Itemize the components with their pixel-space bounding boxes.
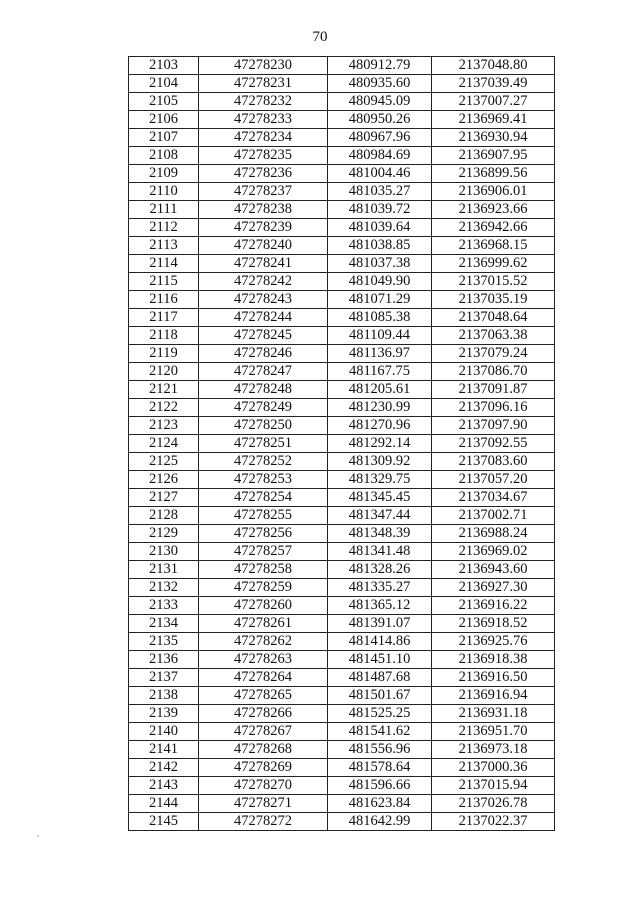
scan-speck [37, 835, 39, 837]
table-row [129, 309, 555, 327]
code-cell: 47278258 [199, 561, 328, 579]
y-coordinate-cell: 2137079.24 [432, 345, 555, 363]
table-row [129, 777, 555, 795]
point-number-cell: 2110 [129, 183, 199, 201]
x-coordinate-cell: 480984.69 [328, 147, 432, 165]
x-coordinate-cell: 481004.46 [328, 165, 432, 183]
y-coordinate-cell: 2136988.24 [432, 525, 555, 543]
y-coordinate-cell: 2136916.94 [432, 687, 555, 705]
table-row [129, 363, 555, 381]
table-row [129, 795, 555, 813]
y-coordinate-cell: 2137097.90 [432, 417, 555, 435]
y-coordinate-cell: 2136942.66 [432, 219, 555, 237]
x-coordinate-cell: 481071.29 [328, 291, 432, 309]
y-coordinate-cell: 2136923.66 [432, 201, 555, 219]
y-coordinate-cell: 2137026.78 [432, 795, 555, 813]
table-row [129, 489, 555, 507]
y-coordinate-cell: 2137002.71 [432, 507, 555, 525]
x-coordinate-cell: 481451.10 [328, 651, 432, 669]
x-coordinate-cell: 481556.96 [328, 741, 432, 759]
point-number-cell: 2103 [129, 57, 199, 75]
point-number-cell: 2117 [129, 309, 199, 327]
x-coordinate-cell: 481136.97 [328, 345, 432, 363]
y-coordinate-cell: 2136918.52 [432, 615, 555, 633]
y-coordinate-cell: 2137048.64 [432, 309, 555, 327]
point-number-cell: 2122 [129, 399, 199, 417]
y-coordinate-cell: 2136969.02 [432, 543, 555, 561]
code-cell: 47278232 [199, 93, 328, 111]
x-coordinate-cell: 481049.90 [328, 273, 432, 291]
table-row [129, 579, 555, 597]
x-coordinate-cell: 481414.86 [328, 633, 432, 651]
x-coordinate-cell: 481345.45 [328, 489, 432, 507]
y-coordinate-cell: 2137048.80 [432, 57, 555, 75]
code-cell: 47278266 [199, 705, 328, 723]
coordinates-table-body [129, 57, 555, 831]
y-coordinate-cell: 2137096.16 [432, 399, 555, 417]
point-number-cell: 2120 [129, 363, 199, 381]
y-coordinate-cell: 2137022.37 [432, 813, 555, 831]
page-number: 70 [312, 29, 328, 45]
x-coordinate-cell: 481109.44 [328, 327, 432, 345]
code-cell: 47278261 [199, 615, 328, 633]
y-coordinate-cell: 2137057.20 [432, 471, 555, 489]
x-coordinate-cell: 481035.27 [328, 183, 432, 201]
x-coordinate-cell: 481501.67 [328, 687, 432, 705]
y-coordinate-cell: 2136951.70 [432, 723, 555, 741]
x-coordinate-cell: 481347.44 [328, 507, 432, 525]
x-coordinate-cell: 481205.61 [328, 381, 432, 399]
table-row [129, 381, 555, 399]
code-cell: 47278272 [199, 813, 328, 831]
code-cell: 47278259 [199, 579, 328, 597]
table-row [129, 93, 555, 111]
code-cell: 47278252 [199, 453, 328, 471]
table-row [129, 129, 555, 147]
table-row [129, 561, 555, 579]
x-coordinate-cell: 481335.27 [328, 579, 432, 597]
x-coordinate-cell: 481348.39 [328, 525, 432, 543]
code-cell: 47278237 [199, 183, 328, 201]
table-row [129, 345, 555, 363]
point-number-cell: 2129 [129, 525, 199, 543]
code-cell: 47278264 [199, 669, 328, 687]
code-cell: 47278253 [199, 471, 328, 489]
code-cell: 47278270 [199, 777, 328, 795]
point-number-cell: 2104 [129, 75, 199, 93]
point-number-cell: 2115 [129, 273, 199, 291]
point-number-cell: 2114 [129, 255, 199, 273]
table-row [129, 111, 555, 129]
x-coordinate-cell: 481642.99 [328, 813, 432, 831]
x-coordinate-cell: 481391.07 [328, 615, 432, 633]
code-cell: 47278260 [199, 597, 328, 615]
point-number-cell: 2138 [129, 687, 199, 705]
y-coordinate-cell: 2137039.49 [432, 75, 555, 93]
x-coordinate-cell: 481039.64 [328, 219, 432, 237]
x-coordinate-cell: 481487.68 [328, 669, 432, 687]
y-coordinate-cell: 2137015.94 [432, 777, 555, 795]
table-row [129, 813, 555, 831]
point-number-cell: 2143 [129, 777, 199, 795]
y-coordinate-cell: 2136927.30 [432, 579, 555, 597]
y-coordinate-cell: 2136973.18 [432, 741, 555, 759]
x-coordinate-cell: 481167.75 [328, 363, 432, 381]
x-coordinate-cell: 481292.14 [328, 435, 432, 453]
point-number-cell: 2126 [129, 471, 199, 489]
y-coordinate-cell: 2136916.22 [432, 597, 555, 615]
x-coordinate-cell: 481541.62 [328, 723, 432, 741]
code-cell: 47278242 [199, 273, 328, 291]
table-row [129, 543, 555, 561]
x-coordinate-cell: 481341.48 [328, 543, 432, 561]
y-coordinate-cell: 2137015.52 [432, 273, 555, 291]
point-number-cell: 2106 [129, 111, 199, 129]
code-cell: 47278247 [199, 363, 328, 381]
y-coordinate-cell: 2137007.27 [432, 93, 555, 111]
x-coordinate-cell: 481085.38 [328, 309, 432, 327]
table-row [129, 183, 555, 201]
y-coordinate-cell: 2136906.01 [432, 183, 555, 201]
code-cell: 47278254 [199, 489, 328, 507]
table-row [129, 705, 555, 723]
y-coordinate-cell: 2136907.95 [432, 147, 555, 165]
point-number-cell: 2118 [129, 327, 199, 345]
code-cell: 47278265 [199, 687, 328, 705]
code-cell: 47278246 [199, 345, 328, 363]
point-number-cell: 2111 [129, 201, 199, 219]
table-row [129, 525, 555, 543]
point-number-cell: 2142 [129, 759, 199, 777]
point-number-cell: 2124 [129, 435, 199, 453]
table-row [129, 201, 555, 219]
x-coordinate-cell: 481270.96 [328, 417, 432, 435]
code-cell: 47278263 [199, 651, 328, 669]
code-cell: 47278256 [199, 525, 328, 543]
code-cell: 47278257 [199, 543, 328, 561]
point-number-cell: 2132 [129, 579, 199, 597]
table-row [129, 453, 555, 471]
code-cell: 47278269 [199, 759, 328, 777]
point-number-cell: 2123 [129, 417, 199, 435]
table-row [129, 219, 555, 237]
code-cell: 47278239 [199, 219, 328, 237]
code-cell: 47278271 [199, 795, 328, 813]
y-coordinate-cell: 2137063.38 [432, 327, 555, 345]
table-row [129, 75, 555, 93]
table-row [129, 273, 555, 291]
x-coordinate-cell: 480935.60 [328, 75, 432, 93]
code-cell: 47278240 [199, 237, 328, 255]
table-row [129, 165, 555, 183]
table-row [129, 291, 555, 309]
point-number-cell: 2144 [129, 795, 199, 813]
code-cell: 47278233 [199, 111, 328, 129]
point-number-cell: 2135 [129, 633, 199, 651]
code-cell: 47278234 [199, 129, 328, 147]
point-number-cell: 2127 [129, 489, 199, 507]
y-coordinate-cell: 2136931.18 [432, 705, 555, 723]
code-cell: 47278236 [199, 165, 328, 183]
y-coordinate-cell: 2136918.38 [432, 651, 555, 669]
table-row [129, 651, 555, 669]
point-number-cell: 2141 [129, 741, 199, 759]
table-row [129, 741, 555, 759]
point-number-cell: 2107 [129, 129, 199, 147]
point-number-cell: 2112 [129, 219, 199, 237]
table-row [129, 237, 555, 255]
y-coordinate-cell: 2136999.62 [432, 255, 555, 273]
code-cell: 47278245 [199, 327, 328, 345]
x-coordinate-cell: 481039.72 [328, 201, 432, 219]
x-coordinate-cell: 481309.92 [328, 453, 432, 471]
point-number-cell: 2109 [129, 165, 199, 183]
y-coordinate-cell: 2136968.15 [432, 237, 555, 255]
x-coordinate-cell: 480912.79 [328, 57, 432, 75]
table-row [129, 759, 555, 777]
code-cell: 47278250 [199, 417, 328, 435]
code-cell: 47278249 [199, 399, 328, 417]
table-row [129, 687, 555, 705]
point-number-cell: 2133 [129, 597, 199, 615]
code-cell: 47278255 [199, 507, 328, 525]
x-coordinate-cell: 481365.12 [328, 597, 432, 615]
table-row [129, 507, 555, 525]
table-row [129, 669, 555, 687]
table-row [129, 255, 555, 273]
point-number-cell: 2140 [129, 723, 199, 741]
x-coordinate-cell: 481038.85 [328, 237, 432, 255]
code-cell: 47278268 [199, 741, 328, 759]
table-row [129, 615, 555, 633]
point-number-cell: 2105 [129, 93, 199, 111]
x-coordinate-cell: 481037.38 [328, 255, 432, 273]
x-coordinate-cell: 481578.64 [328, 759, 432, 777]
code-cell: 47278241 [199, 255, 328, 273]
x-coordinate-cell: 481329.75 [328, 471, 432, 489]
point-number-cell: 2145 [129, 813, 199, 831]
point-number-cell: 2136 [129, 651, 199, 669]
table-row [129, 723, 555, 741]
y-coordinate-cell: 2136943.60 [432, 561, 555, 579]
point-number-cell: 2113 [129, 237, 199, 255]
code-cell: 47278267 [199, 723, 328, 741]
table-row [129, 327, 555, 345]
y-coordinate-cell: 2136925.76 [432, 633, 555, 651]
y-coordinate-cell: 2137034.67 [432, 489, 555, 507]
table-row [129, 399, 555, 417]
code-cell: 47278235 [199, 147, 328, 165]
point-number-cell: 2116 [129, 291, 199, 309]
point-number-cell: 2134 [129, 615, 199, 633]
y-coordinate-cell: 2136916.50 [432, 669, 555, 687]
code-cell: 47278248 [199, 381, 328, 399]
table-row [129, 471, 555, 489]
table-row [129, 147, 555, 165]
table-row [129, 633, 555, 651]
point-number-cell: 2125 [129, 453, 199, 471]
code-cell: 47278238 [199, 201, 328, 219]
table-row [129, 597, 555, 615]
point-number-cell: 2137 [129, 669, 199, 687]
point-number-cell: 2139 [129, 705, 199, 723]
point-number-cell: 2108 [129, 147, 199, 165]
point-number-cell: 2131 [129, 561, 199, 579]
y-coordinate-cell: 2136899.56 [432, 165, 555, 183]
point-number-cell: 2119 [129, 345, 199, 363]
x-coordinate-cell: 481596.66 [328, 777, 432, 795]
y-coordinate-cell: 2137092.55 [432, 435, 555, 453]
x-coordinate-cell: 480945.09 [328, 93, 432, 111]
point-number-cell: 2121 [129, 381, 199, 399]
y-coordinate-cell: 2137035.19 [432, 291, 555, 309]
x-coordinate-cell: 480950.26 [328, 111, 432, 129]
code-cell: 47278231 [199, 75, 328, 93]
table-row [129, 435, 555, 453]
y-coordinate-cell: 2137091.87 [432, 381, 555, 399]
code-cell: 47278244 [199, 309, 328, 327]
y-coordinate-cell: 2137086.70 [432, 363, 555, 381]
y-coordinate-cell: 2137000.36 [432, 759, 555, 777]
x-coordinate-cell: 481328.26 [328, 561, 432, 579]
table-row [129, 417, 555, 435]
y-coordinate-cell: 2136930.94 [432, 129, 555, 147]
code-cell: 47278251 [199, 435, 328, 453]
point-number-cell: 2128 [129, 507, 199, 525]
code-cell: 47278262 [199, 633, 328, 651]
coordinates-table [128, 56, 555, 831]
y-coordinate-cell: 2137083.60 [432, 453, 555, 471]
x-coordinate-cell: 481525.25 [328, 705, 432, 723]
x-coordinate-cell: 481623.84 [328, 795, 432, 813]
x-coordinate-cell: 480967.96 [328, 129, 432, 147]
point-number-cell: 2130 [129, 543, 199, 561]
code-cell: 47278243 [199, 291, 328, 309]
table-row [129, 57, 555, 75]
x-coordinate-cell: 481230.99 [328, 399, 432, 417]
y-coordinate-cell: 2136969.41 [432, 111, 555, 129]
code-cell: 47278230 [199, 57, 328, 75]
